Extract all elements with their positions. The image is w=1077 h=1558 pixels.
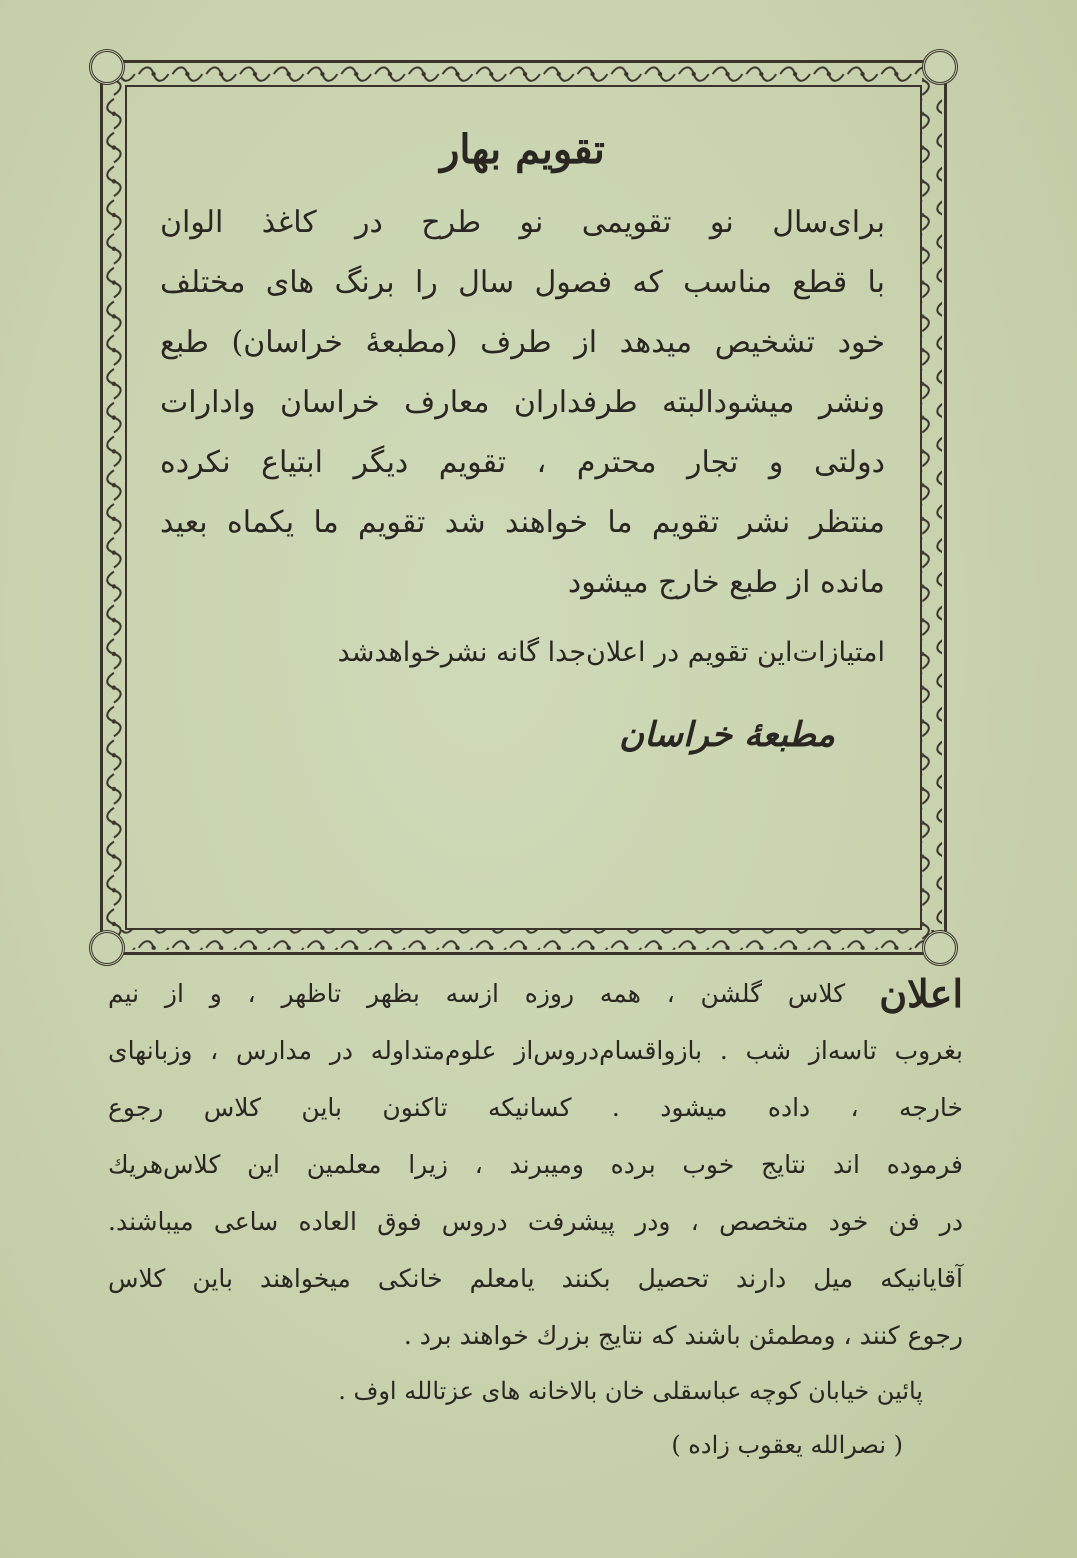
notice-line: مانده از طبع خارج میشود <box>567 565 885 600</box>
ad-line: کلاس گلشن ، همه روزه ازسه بظهر تاظهر ، و از نیم <box>108 979 846 1008</box>
class-advertisement <box>108 965 963 1472</box>
notice-line: خود تشخیص میدهد از طرف (مطبعهٔ خراسان) طبع <box>160 325 885 360</box>
ad-address: پائین خیابان کوچه عباسقلی خان بالاخانه های عزتالله اوف . <box>338 1377 923 1405</box>
notice-line: با قطع مناسب که فصول سال را برنگ های مختلف <box>160 265 885 300</box>
notice-line: برای‌سال نو تقویمی نو طرح در کاغذ الوان <box>160 205 885 240</box>
corner-ornament <box>89 930 125 966</box>
calendar-notice <box>150 120 895 755</box>
signature: مطبعهٔ خراسان <box>619 715 835 755</box>
ad-line: در فن خود متخصص ، ودر پیشرفت دروس فوق العاده ساعی میباشند. <box>108 1207 963 1236</box>
ad-line: رجوع کنند ، ومطمئن باشند که نتایج بزرك خواهند برد . <box>403 1321 963 1350</box>
notice-title: تقویم بهار <box>440 126 605 173</box>
ad-author: ( نصرالله یعقوب زاده ) <box>671 1431 903 1459</box>
ad-heading: اعلان <box>879 971 963 1016</box>
notice-line: منتظر نشر تقویم ما خواهند شد تقویم ما یکماه بعید <box>160 505 885 540</box>
ad-line: فرموده اند نتایج خوب برده ومیبرند ، زیرا معلمین این کلاس‌هریك <box>108 1150 963 1179</box>
ad-line: خارجه ، داده میشود . کسانیکه تاکنون باین کلاس رجوع <box>108 1093 963 1122</box>
ad-first-line <box>108 965 963 1022</box>
corner-ornament <box>922 49 958 85</box>
notice-subline: امتیازات‌این تقویم در اعلان‌جدا گانه نشرخواهدشد <box>337 637 885 668</box>
notice-line: ونشر میشودالبته طرفداران معارف خراسان وادارات <box>160 385 885 420</box>
ad-line: بغروب تاسه‌از شب . بازواقسام‌دروس‌از علوم‌متداوله در مدارس ، وزبانهای <box>108 1036 963 1065</box>
corner-ornament <box>922 930 958 966</box>
corner-ornament <box>89 49 125 85</box>
notice-line: دولتی و تجار محترم ، تقویم دیگر ابتیاع نکرده <box>160 445 885 480</box>
ad-line: آقایانیکه میل دارند تحصیل بکنند یامعلم خانکی میخواهند باین کلاس <box>108 1264 963 1293</box>
